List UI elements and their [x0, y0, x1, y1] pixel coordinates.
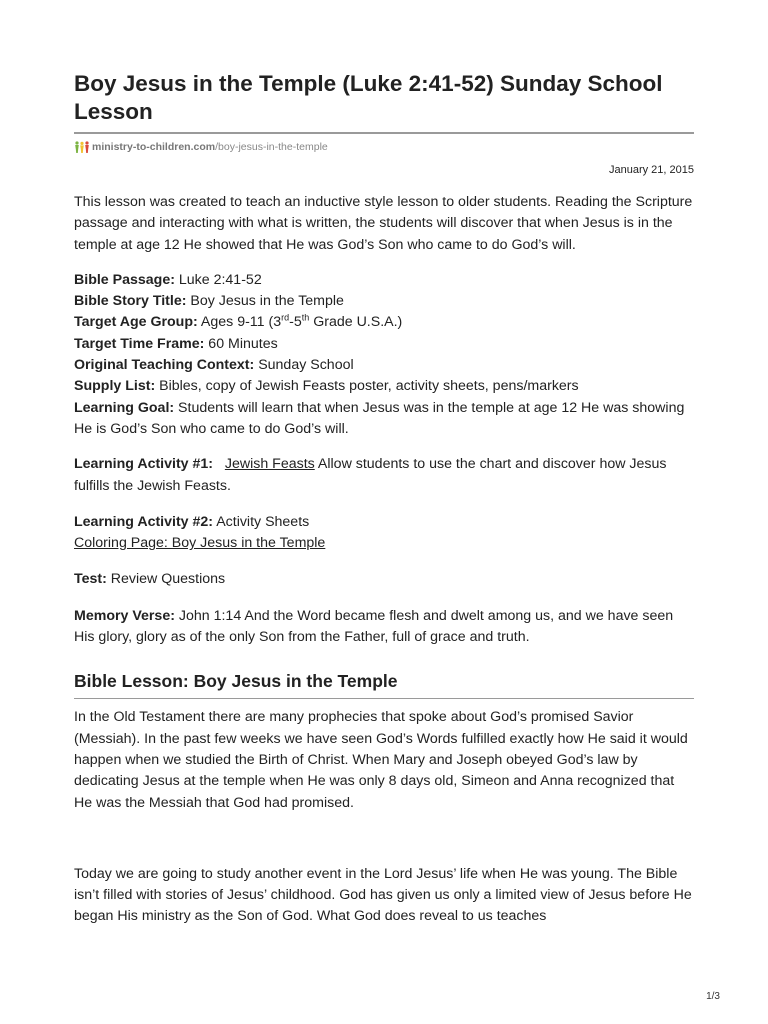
ministry-logo-icon: [74, 141, 90, 154]
bible-passage-value: Luke 2:41-52: [174, 271, 262, 288]
learning-goal-value: Students will learn that when Jesus was in the temple at age 12 He was showing He is God’s Son who came to do God’s will.: [74, 399, 685, 437]
lesson-paragraph-1: In the Old Testament there are many prophecies that spoke about God’s promised Savior (Messiah). In the past few weeks we have seen God’s Words fulfilled exactly how He said it would happen when we studied the Birth of Christ. When Mary and Joseph obeyed God’s law by dedicating Jesus at the temple when He was only 8 days old, Simeon and Anna recognized that He was the Messiah that God had promised.: [74, 709, 688, 811]
learning-goal-label: Learning Goal:: [74, 399, 175, 416]
age-group-sup-b: th: [301, 312, 310, 323]
source-domain[interactable]: ministry-to-children.com: [92, 141, 216, 153]
page-title: Boy Jesus in the Temple (Luke 2:41-52) Sunday School Lesson: [74, 71, 663, 124]
age-group-value-c: Grade U.S.A.): [309, 314, 403, 331]
intro-paragraph: This lesson was created to teach an inductive style lesson to older students. Reading the Scripture passage and interacting with what is written, the students will discover that when Jesus is in the temple at age 12 He showed that He was God’s Son who came to do God’s will.: [74, 194, 693, 253]
time-frame-label: Target Time Frame:: [74, 335, 205, 352]
activity-1-label: Learning Activity #1:: [74, 456, 214, 473]
bible-passage-label: Bible Passage:: [74, 271, 175, 288]
learning-activity-1: [74, 454, 694, 497]
jewish-feasts-link[interactable]: Jewish Feasts: [224, 456, 315, 473]
test-text: Review Questions: [106, 571, 226, 588]
activity-2-text: Activity Sheets: [213, 513, 310, 530]
age-group-value-a: Ages 9-11 (3: [197, 314, 282, 331]
age-group-value-b: -5: [289, 314, 302, 331]
teaching-context-value: Sunday School: [254, 357, 354, 374]
supply-list-label: Supply List:: [74, 378, 156, 395]
story-title-row: [74, 291, 694, 312]
document-page: [74, 70, 694, 928]
activity-2-label: Learning Activity #2:: [74, 513, 214, 530]
story-title-value: Boy Jesus in the Temple: [186, 293, 344, 310]
source-line: [74, 140, 694, 154]
time-frame-row: [74, 334, 694, 355]
learning-goal-row: [74, 398, 694, 441]
test-line: [74, 569, 694, 590]
age-group-sup-a: rd: [281, 312, 290, 323]
memory-verse: [74, 606, 694, 649]
lesson-paragraph-2: Today we are going to study another event in the Lord Jesus’ life when He was young. The Bible isn’t filled with stories of Jesus’ childhood. God has given us only a limited view of Jesus before He began His ministry as the Son of God. What God does reveal to us teaches: [74, 865, 692, 925]
source-path[interactable]: /boy-jesus-in-the-temple: [215, 141, 328, 153]
memory-verse-text: John 1:14 And the Word became flesh and dwelt among us, and we have seen His glory, glory as of the only Son from the Father, full of grace and truth.: [74, 607, 674, 646]
teaching-context-label: Original Teaching Context:: [74, 357, 255, 374]
title-divider: [74, 132, 694, 134]
story-title-label: Bible Story Title:: [74, 293, 187, 310]
test-label: Test:: [74, 571, 107, 588]
publish-date: January 21, 2015: [608, 164, 694, 176]
supply-list-value: Bibles, copy of Jewish Feasts poster, activity sheets, pens/markers: [155, 378, 579, 395]
bible-lesson-heading: Bible Lesson: Boy Jesus in the Temple: [74, 671, 398, 692]
age-group-row: [74, 312, 694, 333]
learning-activity-2: [74, 512, 694, 555]
supply-list-row: [74, 376, 694, 397]
section-divider: [74, 698, 694, 699]
memory-verse-label: Memory Verse:: [74, 607, 175, 624]
page-number: 1/3: [706, 991, 720, 1002]
age-group-label: Target Age Group:: [74, 314, 198, 331]
lesson-details: [74, 270, 694, 440]
bible-passage-row: [74, 270, 694, 291]
teaching-context-row: [74, 355, 694, 376]
activity-1-text: Allow students to use the chart and discover how Jesus fulfills the Jewish Feasts.: [74, 456, 667, 494]
time-frame-value: 60 Minutes: [204, 335, 278, 352]
coloring-page-link[interactable]: Coloring Page: Boy Jesus in the Temple: [74, 535, 326, 552]
